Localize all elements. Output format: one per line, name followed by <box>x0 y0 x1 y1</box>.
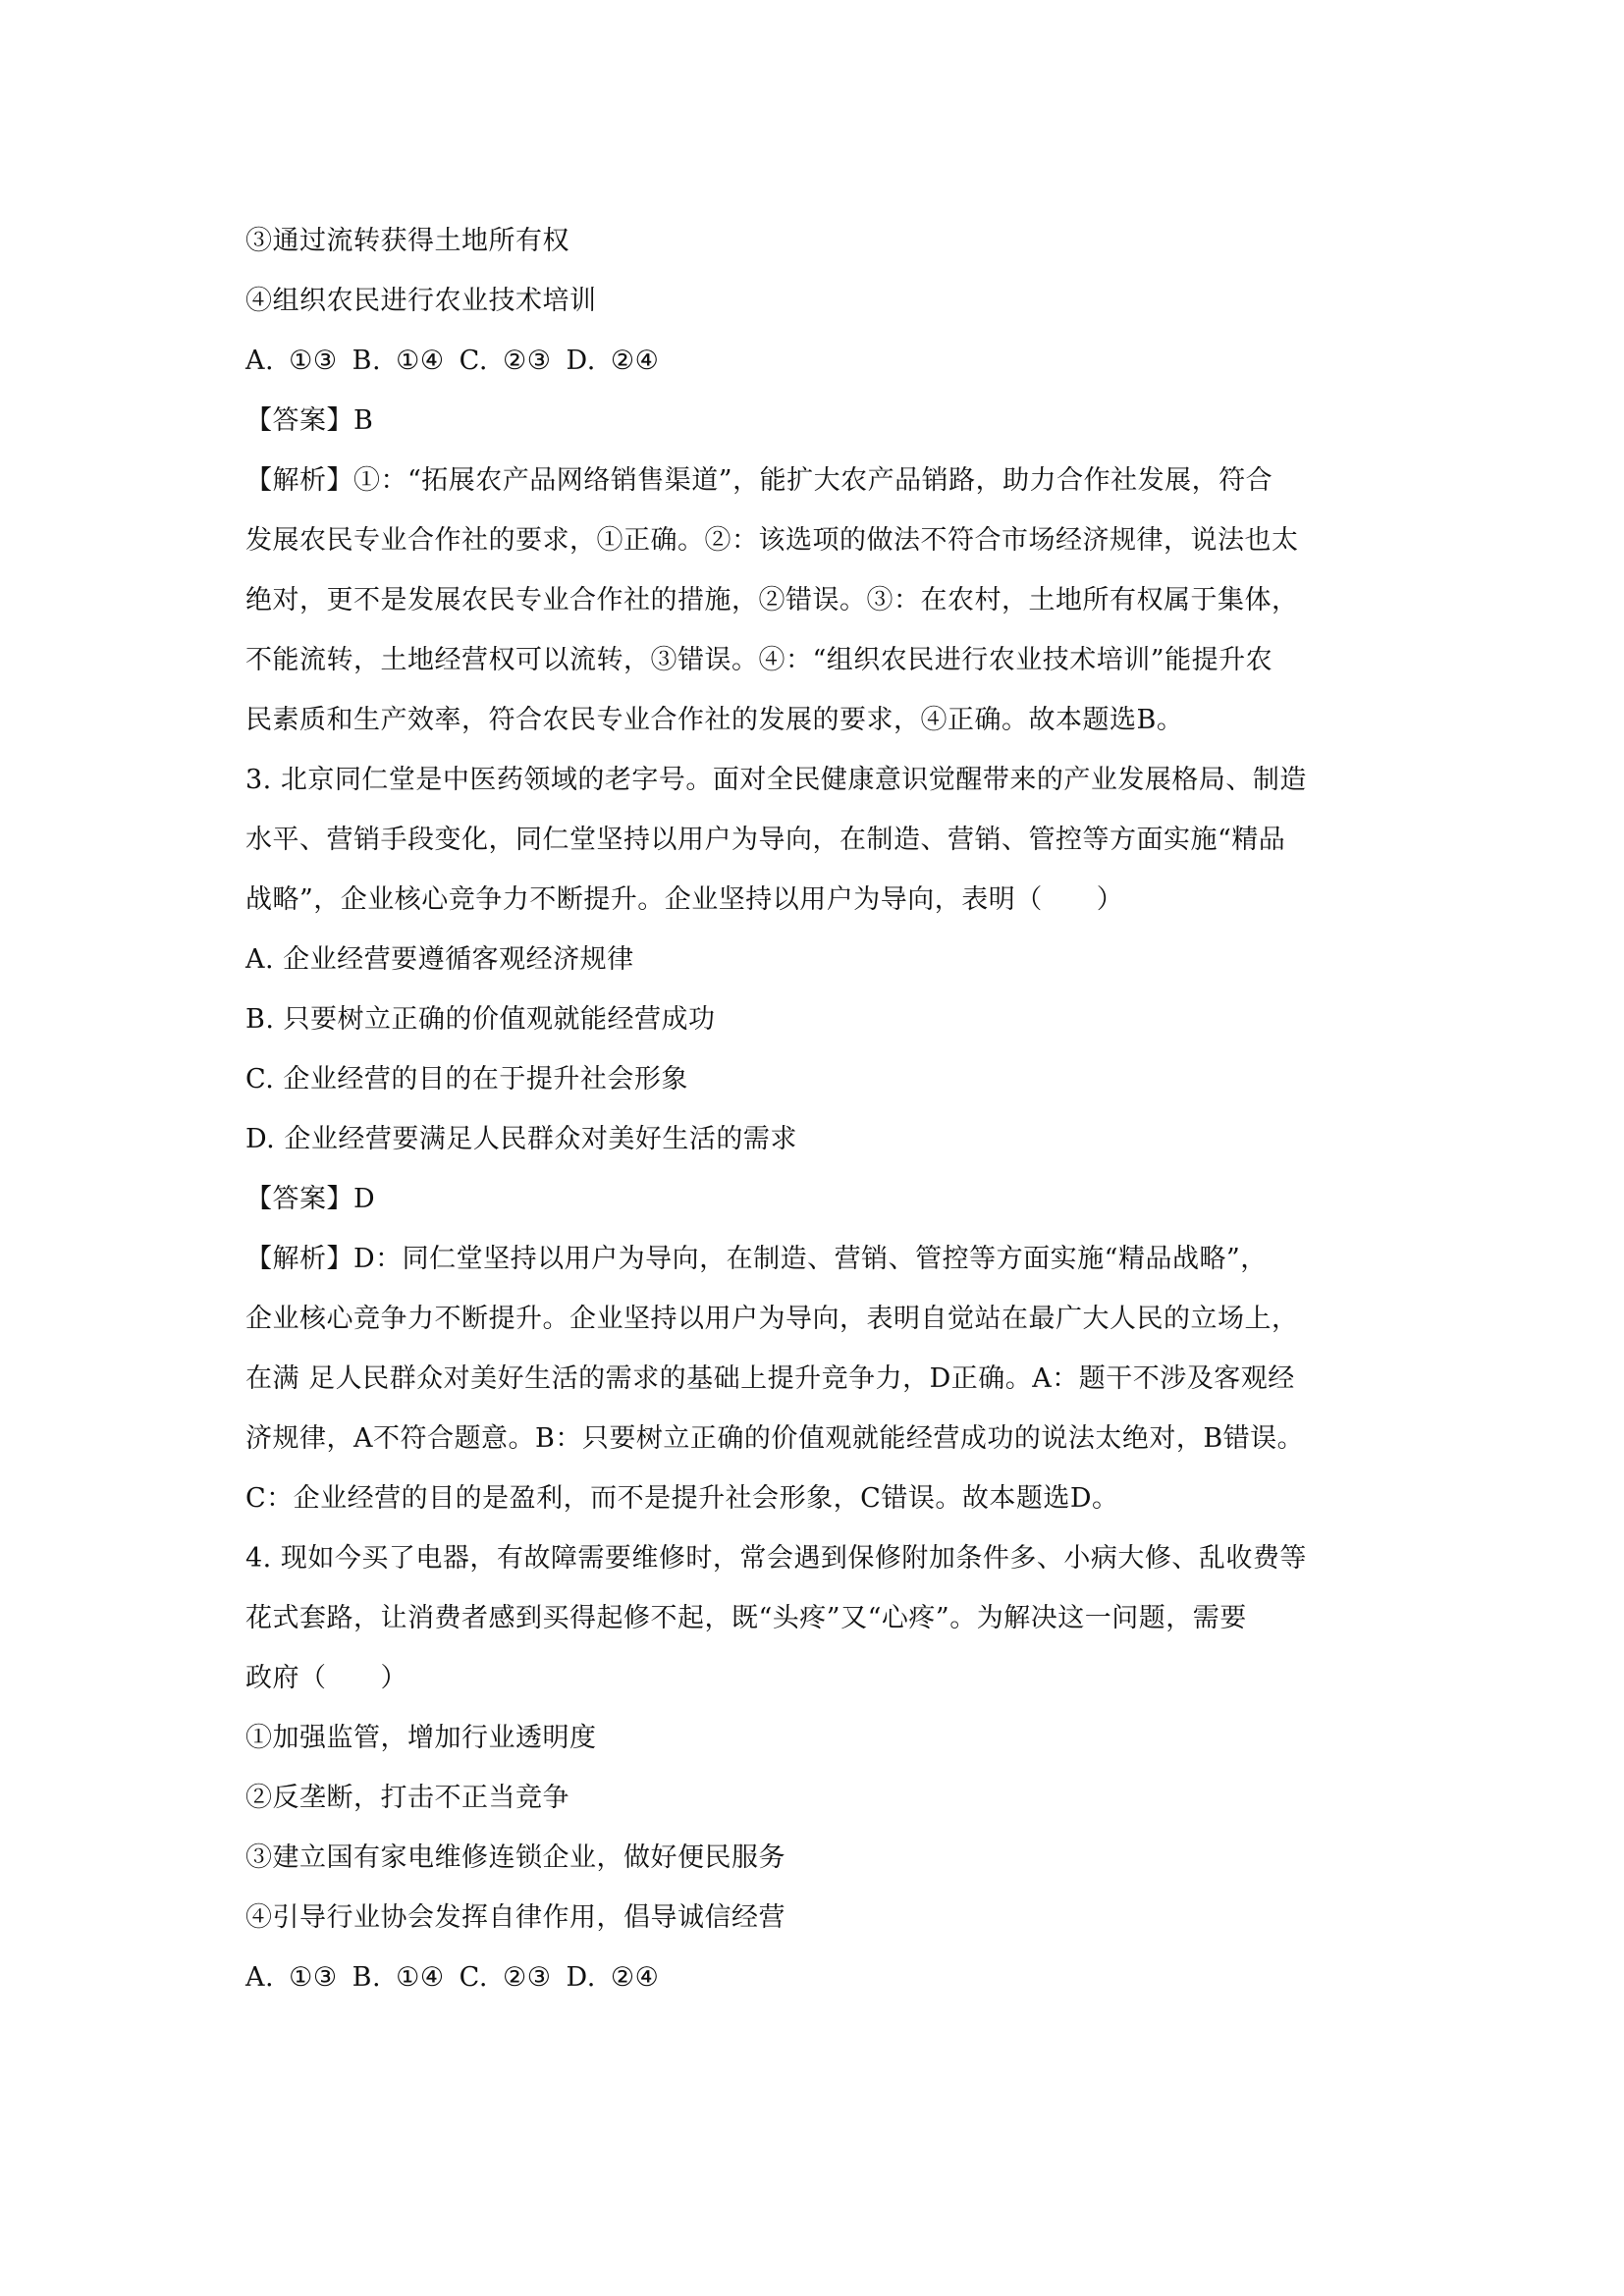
text-line: ③通过流转获得土地所有权 <box>245 226 569 256</box>
option-b: B. 只要树立正确的价值观就能经营成功 <box>245 1004 716 1035</box>
question-line: 战略”，企业核心竞争力不断提升。企业坚持以用户为导向，表明（ ） <box>245 884 1124 915</box>
analysis-line: 绝对，更不是发展农民专业合作社的措施，②错误。③：在农村，土地所有权属于集体， <box>245 585 1299 615</box>
analysis-line: 发展农民专业合作社的要求，①正确。②：该选项的做法不符合市场经济规律，说法也太 <box>245 525 1299 556</box>
analysis-line: 民素质和生产效率，符合农民专业合作社的发展的要求，④正确。故本题选B。 <box>245 705 1184 735</box>
statement-3: ③建立国有家电维修连锁企业，做好便民服务 <box>245 1842 785 1873</box>
analysis-line: C：企业经营的目的是盈利，而不是提升社会形象，C错误。故本题选D。 <box>245 1483 1119 1514</box>
text-line: ④组织农民进行农业技术培训 <box>245 286 597 316</box>
statement-2: ②反垄断，打击不正当竞争 <box>245 1783 569 1813</box>
answer-label: 【答案】D <box>245 1184 376 1214</box>
statement-4: ④引导行业协会发挥自律作用，倡导诚信经营 <box>245 1902 785 1933</box>
analysis-line: 在满 足人民群众对美好生活的需求的基础上提升竞争力，D正确。A：题干不涉及客观经 <box>245 1363 1295 1394</box>
option-d: D. 企业经营要满足人民群众对美好生活的需求 <box>245 1124 797 1154</box>
question-line: 3. 北京同仁堂是中医药领域的老字号。面对全民健康意识觉醒带来的产业发展格局、制造 <box>245 765 1307 795</box>
answer-label: 【答案】B <box>245 405 374 436</box>
analysis-line: 【解析】①：“拓展农产品网络销售渠道”，能扩大农产品销路，助力合作社发展，符合 <box>245 465 1273 496</box>
question-line: 4. 现如今买了电器，有故障需要维修时，常会遇到保修附加条件多、小病大修、乱收费等 <box>245 1543 1307 1574</box>
option-c: C. 企业经营的目的在于提升社会形象 <box>245 1064 688 1095</box>
analysis-line: 不能流转，土地经营权可以流转，③错误。④：“组织农民进行农业技术培训”能提升农 <box>245 645 1273 675</box>
question-line: 水平、营销手段变化，同仁堂坚持以用户为导向，在制造、营销、管控等方面实施“精品 <box>245 825 1286 855</box>
analysis-line: 济规律，A不符合题意。B：只要树立正确的价值观就能经营成功的说法太绝对，B错误。 <box>245 1423 1305 1454</box>
answer-options: A. ①③ B. ①④ C. ②③ D. ②④ <box>245 346 660 376</box>
option-a: A. 企业经营要遵循客观经济规律 <box>245 944 634 975</box>
answer-options: A. ①③ B. ①④ C. ②③ D. ②④ <box>245 1962 660 1993</box>
analysis-line: 【解析】D：同仁堂坚持以用户为导向，在制造、营销、管控等方面实施“精品战略”， <box>245 1244 1268 1274</box>
analysis-line: 企业核心竞争力不断提升。企业坚持以用户为导向，表明自觉站在最广大人民的立场上， <box>245 1304 1299 1334</box>
question-line: 政府（ ） <box>245 1663 407 1693</box>
question-line: 花式套路，让消费者感到买得起修不起，既“头疼”又“心疼”。为解决这一问题，需要 <box>245 1603 1247 1633</box>
statement-1: ①加强监管，增加行业透明度 <box>245 1723 597 1753</box>
document-page <box>245 211 1394 2007</box>
